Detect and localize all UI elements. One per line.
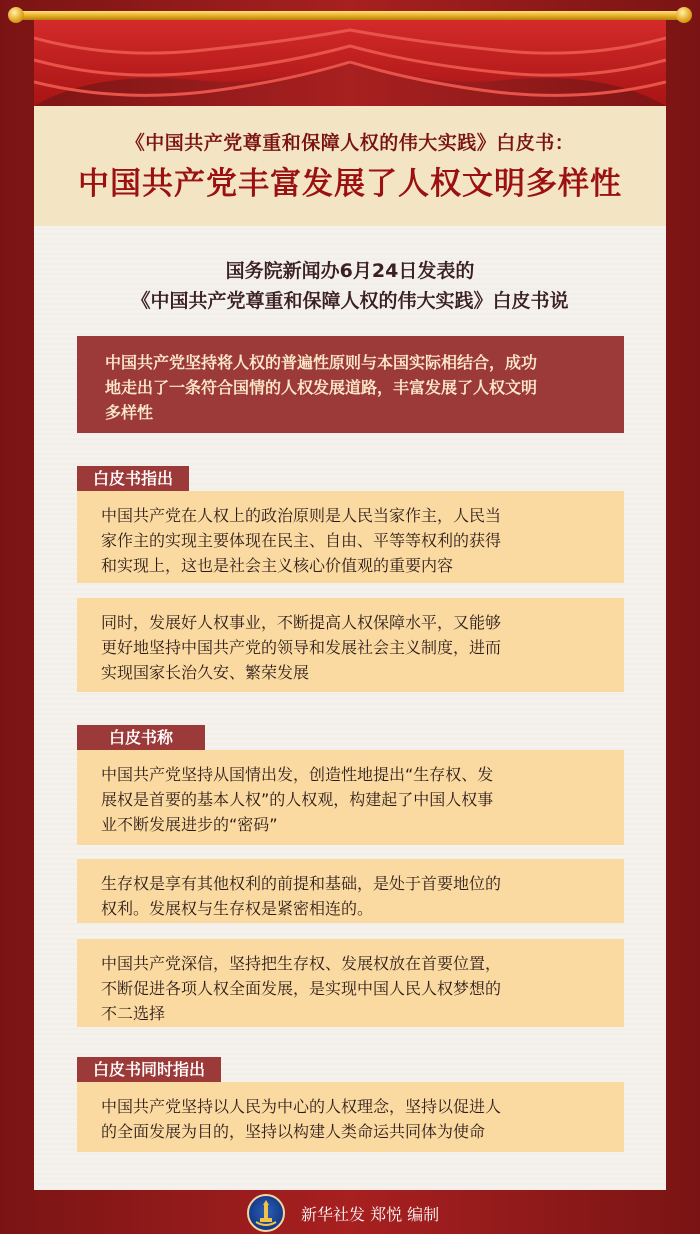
intro-line-2: 《中国共产党尊重和保障人权的伟大实践》白皮书说 [131,290,569,312]
section-2-box-1 [77,750,624,845]
section-label-also-points-out: 白皮书同时指出 [77,1057,221,1082]
section-2-box-3 [77,939,624,1027]
box-line: 展权是首要的基本人权”的人权观，构建起了中国人权事 [101,790,494,809]
footer-credit: 新华社发 郑悦 编制 [301,1205,440,1224]
box-line: 家作主的实现主要体现在民主、自由、平等等权利的获得 [101,531,502,550]
box-line: 同时，发展好人权事业，不断提高人权保障水平，又能够 [101,613,502,632]
box-line: 中国共产党坚持从国情出发，创造性地提出“生存权、发 [101,765,494,784]
header-title: 中国共产党丰富发展了人权文明多样性 [78,166,622,202]
header-panel [34,106,666,226]
box-line: 中国共产党在人权上的政治原则是人民当家作主，人民当 [101,506,502,525]
box-line: 不二选择 [101,1004,166,1023]
section-1-box-1 [77,491,624,583]
box-line: 更好地坚持中国共产党的领导和发展社会主义制度，进而 [101,638,502,657]
box-line: 权利。发展权与生存权是紧密相连的。 [101,899,374,918]
summary-line: 多样性 [105,403,154,422]
box-line: 中国共产党坚持以人民为中心的人权理念，坚持以促进人 [101,1097,502,1116]
box-line: 中国共产党深信，坚持把生存权、发展权放在首要位置， [101,954,502,973]
section-2-box-2 [77,859,624,923]
section-1-box-2 [77,598,624,692]
box-line: 业不断发展进步的“密码” [101,815,278,834]
footer [0,1190,700,1234]
stage-curtain [34,20,666,112]
xinhua-logo-icon [247,1194,285,1232]
section-label-points-out: 白皮书指出 [77,466,189,491]
summary-line: 中国共产党坚持将人权的普遍性原则与本国实际相结合，成功 [105,353,538,372]
content-paper [34,226,666,1190]
intro-line-1: 国务院新闻办6月24日发表的 [225,260,475,282]
box-line: 和实现上，这也是社会主义核心价值观的重要内容 [101,556,454,575]
box-line: 实现国家长治久安、繁荣发展 [101,663,310,682]
box-line: 生存权是享有其他权利的前提和基础，是处于首要地位的 [101,874,502,893]
header-subtitle: 《中国共产党尊重和保障人权的伟大实践》白皮书： [125,132,575,154]
curtain-rod [14,11,686,20]
box-line: 的全面发展为目的，坚持以构建人类命运共同体为使命 [101,1122,486,1141]
summary-line: 地走出了一条符合国情的人权发展道路，丰富发展了人权文明 [105,378,538,397]
box-line: 不断促进各项人权全面发展，是实现中国人民人权梦想的 [101,979,502,998]
summary-highlight [77,336,624,433]
section-label-states: 白皮书称 [77,725,205,750]
section-3-box-1 [77,1082,624,1152]
